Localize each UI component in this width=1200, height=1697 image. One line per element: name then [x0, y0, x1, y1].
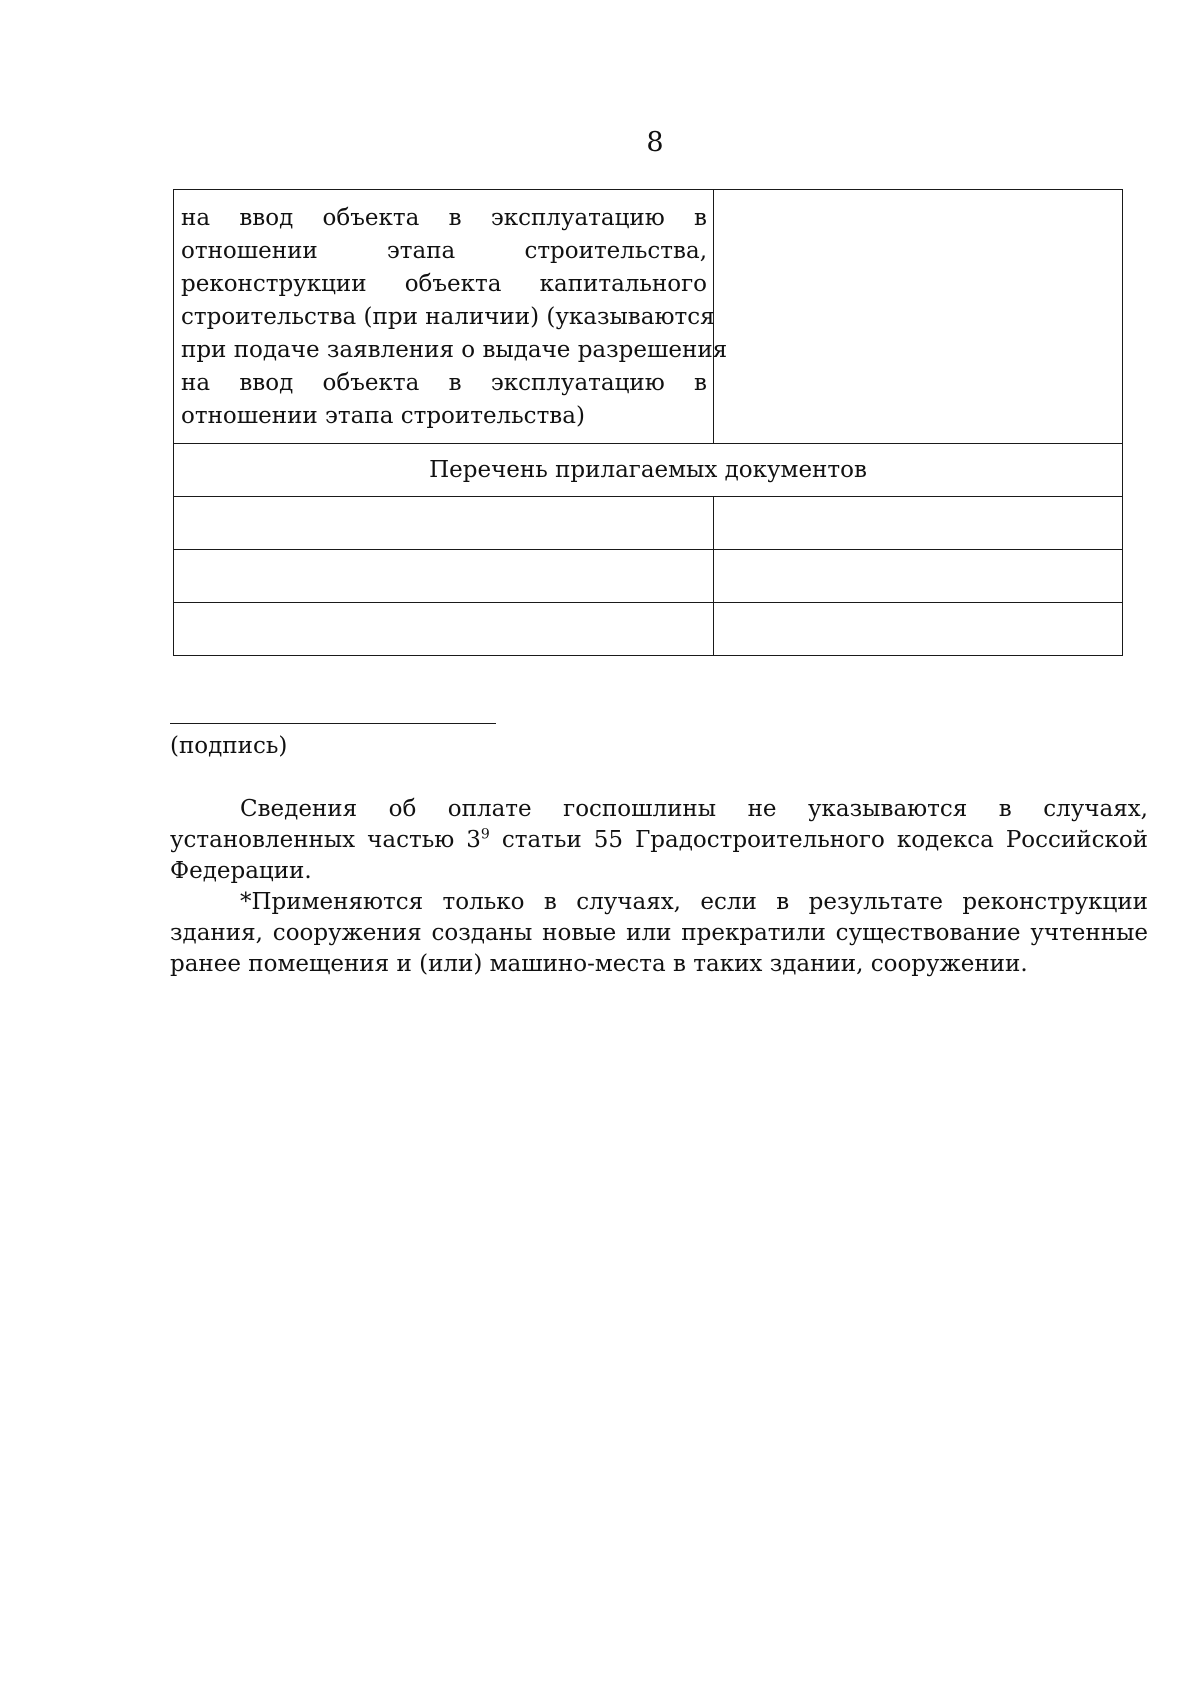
document-details-cell[interactable] [714, 497, 1123, 550]
document-details-cell[interactable] [714, 550, 1123, 603]
signature-caption: (подпись) [170, 733, 288, 759]
fee-note-text: Сведения об оплате госпошлины не указываются в случаях, установленных частью 3 [170, 796, 1148, 853]
document-details-cell[interactable] [714, 603, 1123, 656]
signature-line [170, 723, 496, 724]
page-number: 8 [646, 127, 664, 158]
application-form-table [173, 189, 1123, 656]
field-value-cell[interactable] [714, 190, 1123, 444]
document-name-cell[interactable] [174, 550, 714, 603]
fee-note [170, 794, 1148, 887]
fee-note-superscript: 9 [480, 826, 490, 843]
field-label-line: строительства (при наличии) (указываются [181, 304, 715, 330]
fee-note-text-end: статьи 55 Градостроительного кодекса Российской Федерации. [170, 827, 1148, 884]
field-label-line: на ввод объекта в эксплуатацию в [181, 370, 707, 396]
table-row [174, 444, 1123, 497]
asterisk-note: *Применяются только в случаях, если в результате реконструкции здания, сооружения созданы новые или прекратили существование учтенные ранее помещения и (или) машино-места в таких здании, сооружении. [170, 889, 1148, 977]
field-label-cell [174, 190, 728, 444]
field-label-line: при подаче заявления о выдаче разрешения [181, 337, 728, 363]
attached-documents-header: Перечень прилагаемых документов [174, 444, 1123, 497]
field-label-line: на ввод объекта в эксплуатацию в [181, 205, 707, 231]
document-row [174, 550, 1123, 603]
field-label-line: реконструкции объекта капитального [181, 271, 707, 297]
document-name-cell[interactable] [174, 603, 714, 656]
field-label-line: отношении этапа строительства) [181, 403, 585, 429]
document-name-cell[interactable] [174, 497, 714, 550]
field-label-line: отношении этапа строительства, [181, 238, 707, 264]
notes-section [170, 794, 1148, 980]
table-row [174, 190, 1123, 444]
document-row [174, 603, 1123, 656]
document-row [174, 497, 1123, 550]
